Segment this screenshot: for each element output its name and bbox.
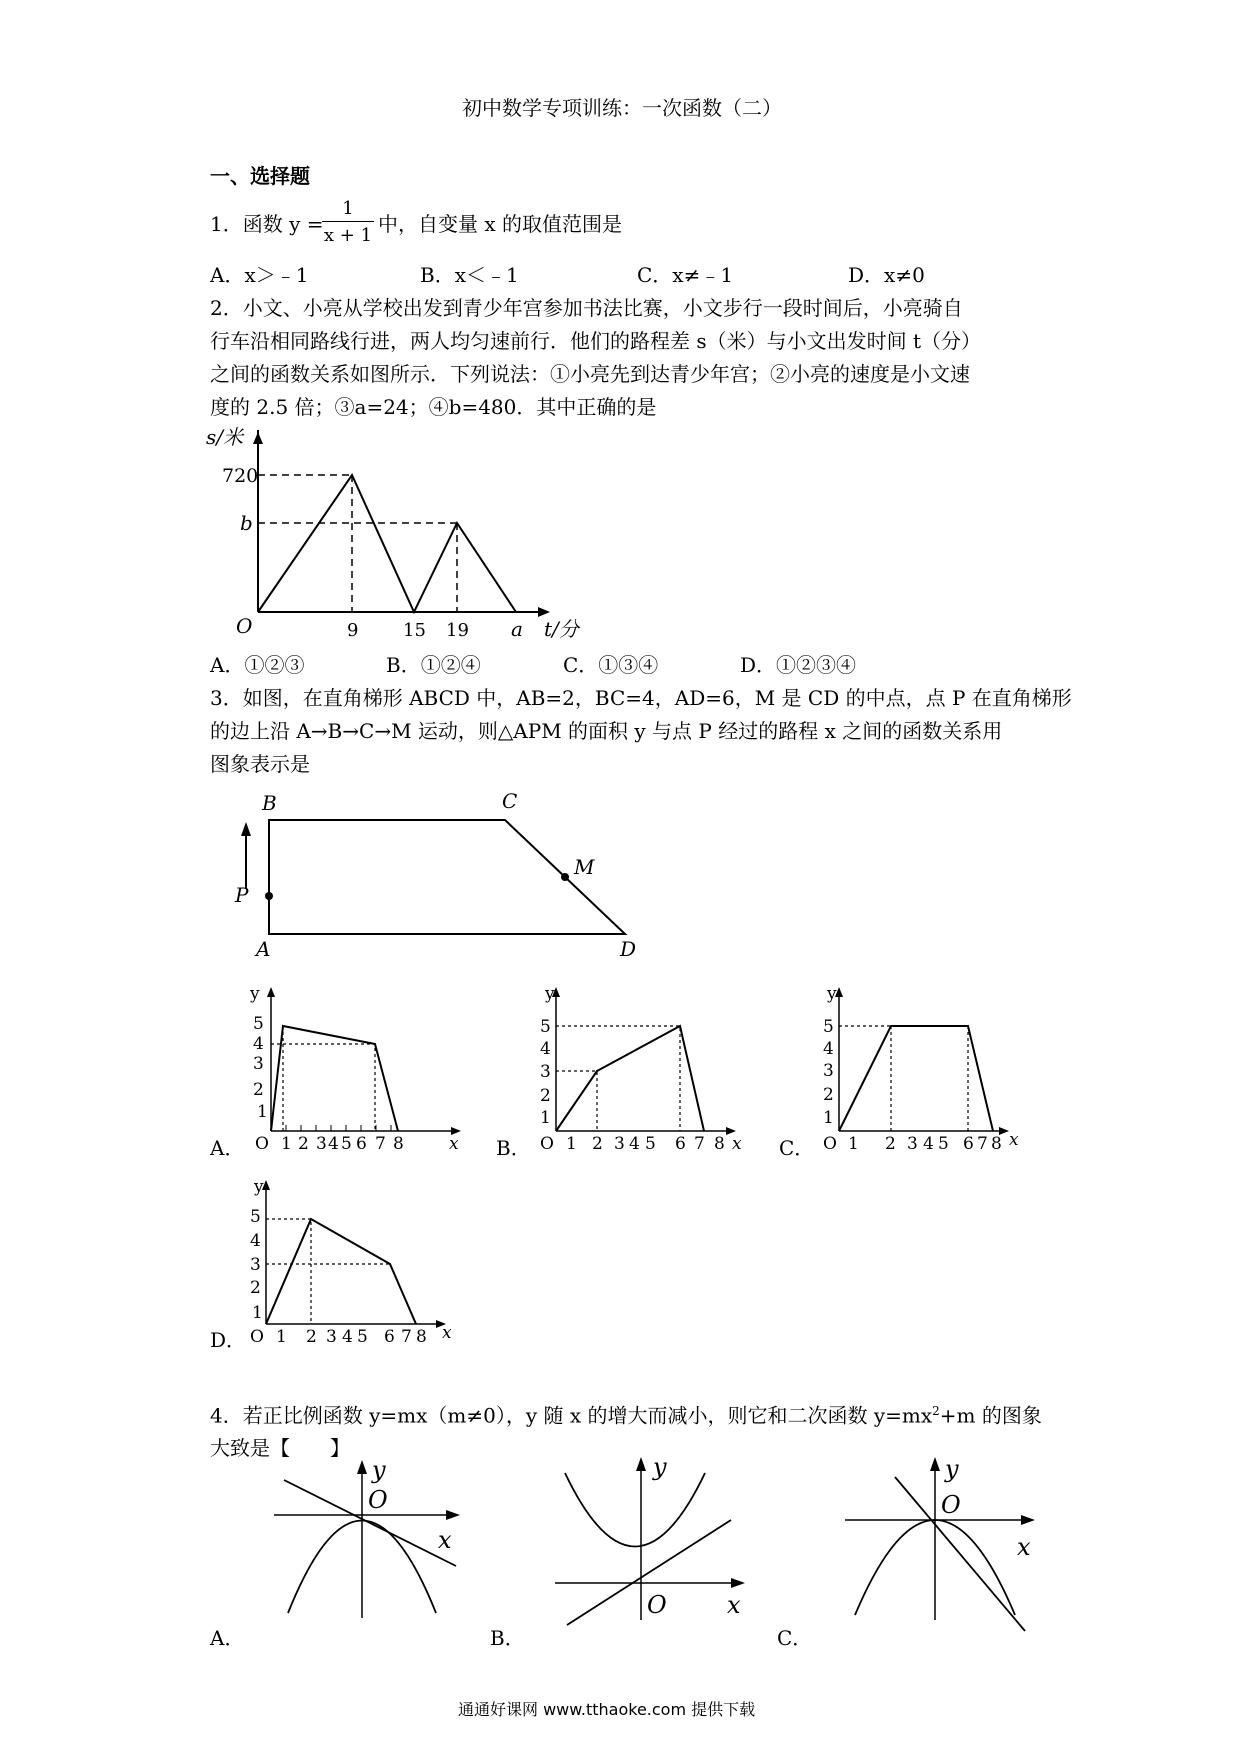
q3b-function-line — [556, 1026, 704, 1131]
q3d-ytick-3: 3 — [250, 1255, 261, 1275]
point-m — [561, 873, 569, 881]
q3b-ytick-4: 4 — [540, 1039, 551, 1059]
q4-option-b-label: B． — [490, 1626, 525, 1650]
q3a-xtick-2: 2 — [298, 1134, 309, 1154]
q3b-dashed-5 — [556, 1026, 680, 1131]
q3c-ytick-3: 3 — [823, 1061, 834, 1081]
q1-prefix: 1．函数 y = — [210, 212, 324, 236]
q3a-ytick-3: 3 — [253, 1054, 264, 1074]
q3c-xtick-5: 5 — [938, 1134, 949, 1154]
q3b-xtick-1: 1 — [566, 1134, 577, 1154]
q2-label-15: 15 — [403, 620, 426, 641]
q2-label-a: a — [511, 617, 523, 641]
q3a-ytick-4: 4 — [253, 1034, 264, 1054]
q3d-function-line — [266, 1219, 416, 1324]
q3c-xtick-6: 6 — [963, 1134, 974, 1154]
q4a-x-arrow — [446, 1510, 460, 1520]
q2-line2: 行车沿相同路线行进，两人均匀速前行．他们的路程差 s（米）与小文出发时间 t（分） — [210, 329, 982, 353]
q3-option-c-label: C． — [779, 1136, 815, 1160]
q4-graph-b — [555, 1455, 775, 1655]
q3c-xtick-4: 4 — [923, 1134, 934, 1154]
q3-graph-c — [823, 984, 1053, 1154]
q4c-xlabel: x — [1017, 1533, 1031, 1561]
label-m: M — [574, 855, 595, 879]
q3a-xtick-4: 4 — [328, 1134, 339, 1154]
q4b-xlabel: x — [727, 1591, 741, 1619]
q3d-xtick-8: 8 — [416, 1327, 427, 1347]
q3-graph-b — [540, 984, 770, 1154]
q3b-xtick-4: 4 — [629, 1134, 640, 1154]
q1-fraction — [322, 198, 374, 246]
q2-y-arrow — [253, 432, 263, 444]
q2-label-9: 9 — [347, 620, 359, 641]
label-c: C — [502, 789, 518, 813]
label-p: P — [235, 883, 249, 907]
q2-option-a: A．①②③ — [210, 653, 305, 677]
q3a-ytick-5: 5 — [253, 1014, 264, 1034]
q3b-xtick-6: 6 — [675, 1134, 686, 1154]
q3a-function-line — [271, 1026, 398, 1131]
q3a-y-arrow — [267, 987, 275, 997]
q3-option-b-label: B． — [496, 1136, 531, 1160]
q3c-xlabel: x — [1009, 1130, 1019, 1150]
q2-line1: 2．小文、小亮从学校出发到青少年宫参加书法比赛，小文步行一段时间后，小亮骑自 — [210, 296, 963, 320]
q4-option-a-label: A． — [210, 1626, 245, 1650]
q4c-ylabel: y — [945, 1455, 959, 1483]
q3b-xtick-3: 3 — [614, 1134, 625, 1154]
q3b-origin: O — [540, 1134, 554, 1154]
q1-fraction-numerator: 1 — [342, 198, 354, 219]
q3c-xtick-7: 7 — [977, 1134, 988, 1154]
q3a-xtick-8: 8 — [393, 1134, 404, 1154]
q4-line1 — [210, 1405, 1042, 1426]
q3a-xtick-3: 3 — [316, 1134, 327, 1154]
q4a-ylabel: y — [372, 1456, 386, 1484]
q3c-xtick-1: 1 — [848, 1134, 859, 1154]
q3d-xlabel: x — [442, 1323, 452, 1343]
q2-x-arrow — [538, 607, 550, 617]
q3d-ytick-2: 2 — [250, 1278, 261, 1298]
q3a-ytick-2: 2 — [253, 1080, 264, 1100]
q4b-origin: O — [647, 1591, 667, 1619]
q3-line3: 图象表示是 — [210, 752, 310, 776]
q2-line4: 度的 2.5 倍；③a=24；④b=480．其中正确的是 — [210, 395, 657, 419]
q2-label-19: 19 — [446, 620, 469, 641]
q2-xlabel: t/分 — [544, 617, 579, 641]
q3a-ylabel: y — [250, 984, 260, 1004]
q4a-origin: O — [368, 1486, 388, 1514]
q3c-ytick-2: 2 — [823, 1085, 834, 1105]
q3c-function-line — [839, 1026, 993, 1131]
q3d-xtick-3: 3 — [326, 1327, 337, 1347]
q3c-ytick-5: 5 — [823, 1017, 834, 1037]
q2-function-line — [258, 475, 516, 612]
q4b-y-arrow — [636, 1457, 646, 1471]
q1-option-d: D．x≠0 — [848, 263, 925, 287]
q3a-dashed — [271, 1044, 375, 1131]
q3b-xtick-5: 5 — [645, 1134, 656, 1154]
q3c-origin: O — [823, 1134, 837, 1154]
q3b-ytick-3: 3 — [540, 1062, 551, 1082]
label-b: B — [262, 791, 277, 815]
q2-graph — [200, 425, 600, 650]
section-heading: 一、选择题 — [210, 164, 310, 188]
q4-line2: 大致是【 】 — [210, 1436, 350, 1460]
q2-label-b: b — [240, 511, 253, 535]
q4c-y-arrow — [930, 1457, 940, 1471]
q3a-xtick-1: 1 — [281, 1134, 292, 1154]
q2-option-b: B．①②④ — [386, 653, 481, 677]
q3b-ylabel: y — [545, 984, 555, 1004]
q3d-xtick-4: 4 — [342, 1327, 353, 1347]
q3c-xtick-2: 2 — [885, 1134, 896, 1154]
q3d-ytick-1: 1 — [252, 1303, 263, 1323]
q1-option-b: B．x＜﹣1 — [420, 263, 519, 287]
q3c-ytick-1: 1 — [823, 1108, 834, 1128]
q3c-xtick-8: 8 — [991, 1134, 1002, 1154]
q4c-origin: O — [941, 1491, 961, 1519]
q3b-xtick-8: 8 — [714, 1134, 725, 1154]
motion-arrow-head — [241, 822, 251, 836]
q3a-xtick-5: 5 — [341, 1134, 352, 1154]
q3-graph-a — [250, 984, 485, 1154]
q2-ylabel: s/米 — [206, 425, 244, 449]
q4-graph-c — [845, 1455, 1045, 1655]
q3a-origin: O — [255, 1134, 269, 1154]
q3c-xtick-3: 3 — [907, 1134, 918, 1154]
label-d: D — [620, 937, 637, 961]
q3a-xtick-6: 6 — [356, 1134, 367, 1154]
q1-fraction-bar — [322, 221, 374, 222]
q1-option-c: C．x≠﹣1 — [637, 263, 734, 287]
page-title: 初中数学专项训练：一次函数（二） — [462, 96, 782, 120]
q4b-x-arrow — [731, 1578, 745, 1588]
q2-label-720: 720 — [222, 465, 259, 487]
q4b-ylabel: y — [653, 1453, 667, 1481]
q3d-ytick-5: 5 — [250, 1207, 261, 1227]
trapezoid-abcd — [269, 820, 625, 934]
q3-trapezoid-figure — [235, 789, 660, 970]
q1-option-a: A．x＞﹣1 — [210, 263, 309, 287]
q3d-xtick-2: 2 — [306, 1327, 317, 1347]
q3c-ylabel: y — [827, 984, 837, 1004]
q3b-ytick-1: 1 — [540, 1108, 551, 1128]
q2-option-d: D．①②③④ — [740, 653, 857, 677]
q3a-xtick-7: 7 — [375, 1134, 386, 1154]
q3a-ytick-1: 1 — [257, 1102, 268, 1122]
q3b-ytick-2: 2 — [540, 1086, 551, 1106]
q3b-xlabel: x — [732, 1134, 742, 1154]
q4-exponent: 2 — [932, 1404, 940, 1418]
q3-graph-d — [250, 1177, 480, 1347]
q3d-origin: O — [250, 1327, 264, 1347]
q4a-xlabel: x — [438, 1526, 452, 1554]
q3d-xtick-1: 1 — [276, 1327, 287, 1347]
q4c-x-arrow — [1021, 1515, 1035, 1525]
q3a-xlabel: x — [449, 1134, 459, 1154]
q4a-y-arrow — [357, 1460, 367, 1474]
q3b-xtick-7: 7 — [694, 1134, 705, 1154]
q3d-xtick-6: 6 — [384, 1327, 395, 1347]
q2-line3: 之间的函数关系如图所示．下列说法：①小亮先到达青少年宫；②小亮的速度是小文速 — [210, 362, 970, 386]
q3d-xtick-7: 7 — [401, 1327, 412, 1347]
q4-line1-text: 4．若正比例函数 y=mx（m≠0），y 随 x 的增大而减小，则它和二次函数 y=mx — [210, 1403, 933, 1428]
q4-graph-a — [270, 1458, 470, 1658]
q3b-ytick-5: 5 — [540, 1017, 551, 1037]
footer-credit: 通通好课网 www.tthaoke.com 提供下载 — [458, 1700, 756, 1719]
q3c-ytick-4: 4 — [823, 1039, 834, 1059]
q4b-parabola — [565, 1473, 705, 1547]
q3-option-a-label: A． — [210, 1136, 245, 1160]
q3b-xtick-2: 2 — [592, 1134, 603, 1154]
q4-line1-tail: +m 的图象 — [939, 1403, 1042, 1428]
q3-option-d-label: D． — [210, 1328, 247, 1352]
q3-line2: 的边上沿 A→B→C→M 运动，则△APM 的面积 y 与点 P 经过的路程 x 之间的函数关系用 — [210, 719, 1003, 743]
q2-origin: O — [236, 614, 253, 638]
q2-option-c: C．①③④ — [563, 653, 659, 677]
q1-fraction-denominator: x + 1 — [323, 225, 373, 246]
q3d-ylabel: y — [254, 1177, 264, 1197]
label-a: A — [256, 937, 271, 961]
q1-suffix: 中，自变量 x 的取值范围是 — [378, 212, 622, 236]
q3d-xtick-5: 5 — [357, 1327, 368, 1347]
point-p — [265, 892, 273, 900]
q3-line1: 3．如图，在直角梯形 ABCD 中，AB=2，BC=4，AD=6，M 是 CD 的中点，点 P 在直角梯形 — [210, 686, 1072, 710]
q3d-ytick-4: 4 — [250, 1231, 261, 1251]
q4-option-c-label: C． — [777, 1626, 813, 1650]
